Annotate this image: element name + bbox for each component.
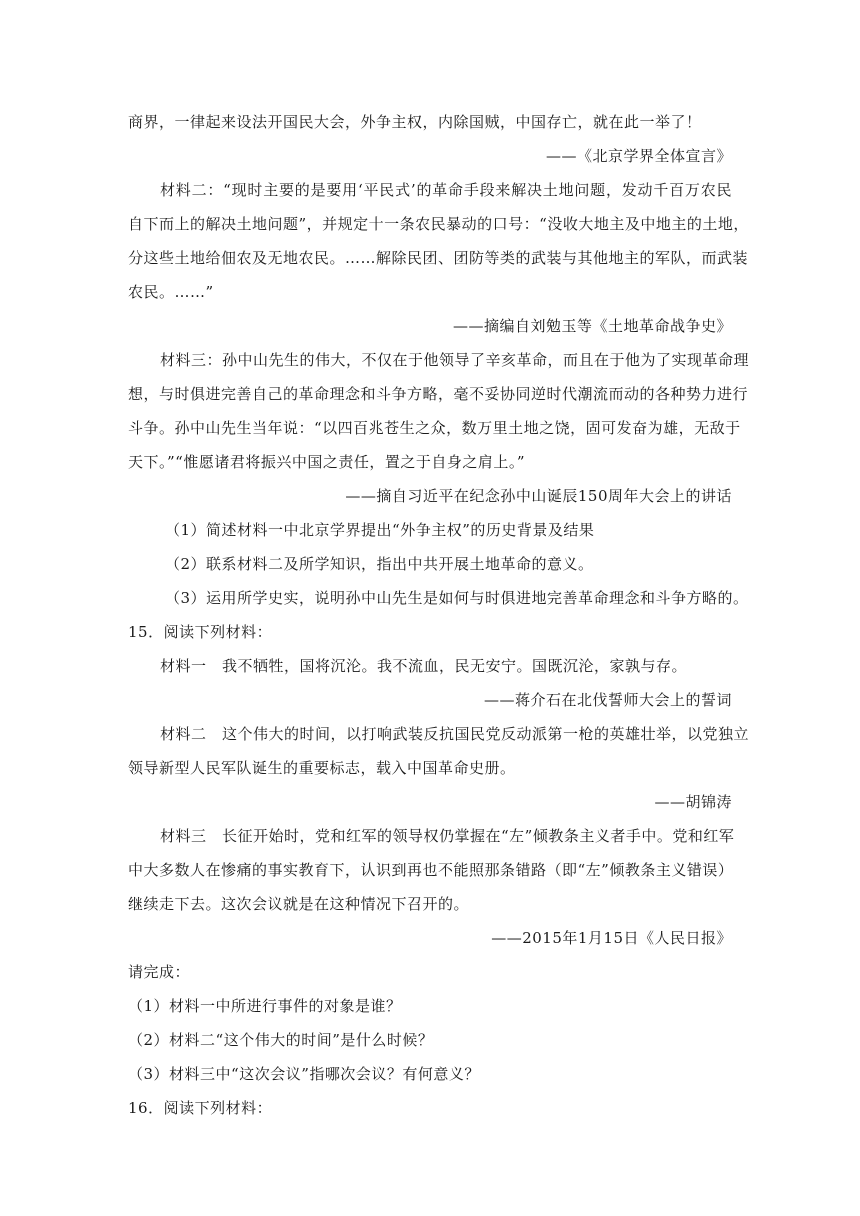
text-line: ——胡锦涛 (654, 793, 732, 811)
text-line: 继续走下去。这次会议就是在这种情况下召开的。 (128, 895, 470, 913)
text-line: ——摘编自刘勉玉等《土地革命战争史》 (452, 317, 732, 335)
text-line: ——摘自习近平在纪念孙中山诞辰150周年大会上的讲话 (345, 487, 732, 505)
text-line: （3）运用所学史实，说明孙中山先生是如何与时俱进地完善革命理念和斗争方略的。 (165, 589, 749, 607)
text-line: ——2015年1月15日《人民日报》 (491, 929, 732, 947)
text-line: 材料二：“现时主要的是要用‘平民式’的革命手段来解决土地问题，发动千百万农民 (160, 181, 732, 199)
text-line: 中大多数人在惨痛的事实教育下，认识到再也不能照那条错路（即“左”倾教条主义错误） (128, 861, 734, 879)
text-line: 想，与时俱进完善自己的革命理念和斗争方略，毫不妥协同逆时代潮流而动的各种势力进行 (128, 385, 749, 403)
text-line: （2）联系材料二及所学知识，指出中共开展土地革命的意义。 (165, 555, 594, 573)
text-line: ——蒋介石在北伐誓师大会上的誓词 (483, 691, 732, 709)
text-line: 农民。……” (128, 283, 214, 301)
text-line: 天下。”“惟愿诸君将振兴中国之责任，置之于自身之肩上。” (128, 453, 526, 471)
text-line: （1）简述材料一中北京学界提出“外争主权”的历史背景及结果 (165, 521, 595, 539)
text-line: 材料二 这个伟大的时间，以打响武装反抗国民党反动派第一枪的英雄壮举，以党独立 (160, 725, 750, 743)
text-line: 材料一 我不牺牲，国将沉沦。我不流血，民无安宁。国既沉沦，家孰与存。 (160, 657, 688, 675)
text-line: 领导新型人民军队诞生的重要标志，载入中国革命史册。 (128, 759, 516, 777)
text-line: 材料三 长征开始时，党和红军的领导权仍掌握在“左”倾教条主义者手中。党和红军 (160, 827, 735, 845)
text-line: 请完成： (128, 963, 191, 981)
text-line: 16．阅读下列材料： (128, 1099, 273, 1117)
text-line: 分这些土地给佃农及无地农民。……解除民团、团防等类的武装与其他地主的军队，而武装 (128, 249, 749, 267)
text-line: ——《北京学界全体宣言》 (545, 147, 732, 165)
text-line: 材料三：孙中山先生的伟大，不仅在于他领导了辛亥革命，而且在于他为了实现革命理 (160, 351, 750, 369)
text-line: 15．阅读下列材料： (128, 623, 273, 641)
text-line: （2）材料二“这个伟大的时间”是什么时候？ (128, 1031, 434, 1049)
text-line: 商界，一律起来设法开国民大会，外争主权，内除国贼，中国存亡，就在此一举了！ (128, 113, 702, 131)
text-line: （3）材料三中“这次会议”指哪次会议？有何意义？ (128, 1065, 480, 1083)
text-line: 斗争。孙中山先生当年说：“以四百兆苍生之众，数万里土地之饶，固可发奋为雄，无敌于 (128, 419, 741, 437)
text-line: 自下而上的解决土地问题”，并规定十一条农民暴动的口号：“没收大地主及中地主的土地， (128, 215, 749, 233)
text-line: （1）材料一中所进行事件的对象是谁？ (128, 997, 402, 1015)
